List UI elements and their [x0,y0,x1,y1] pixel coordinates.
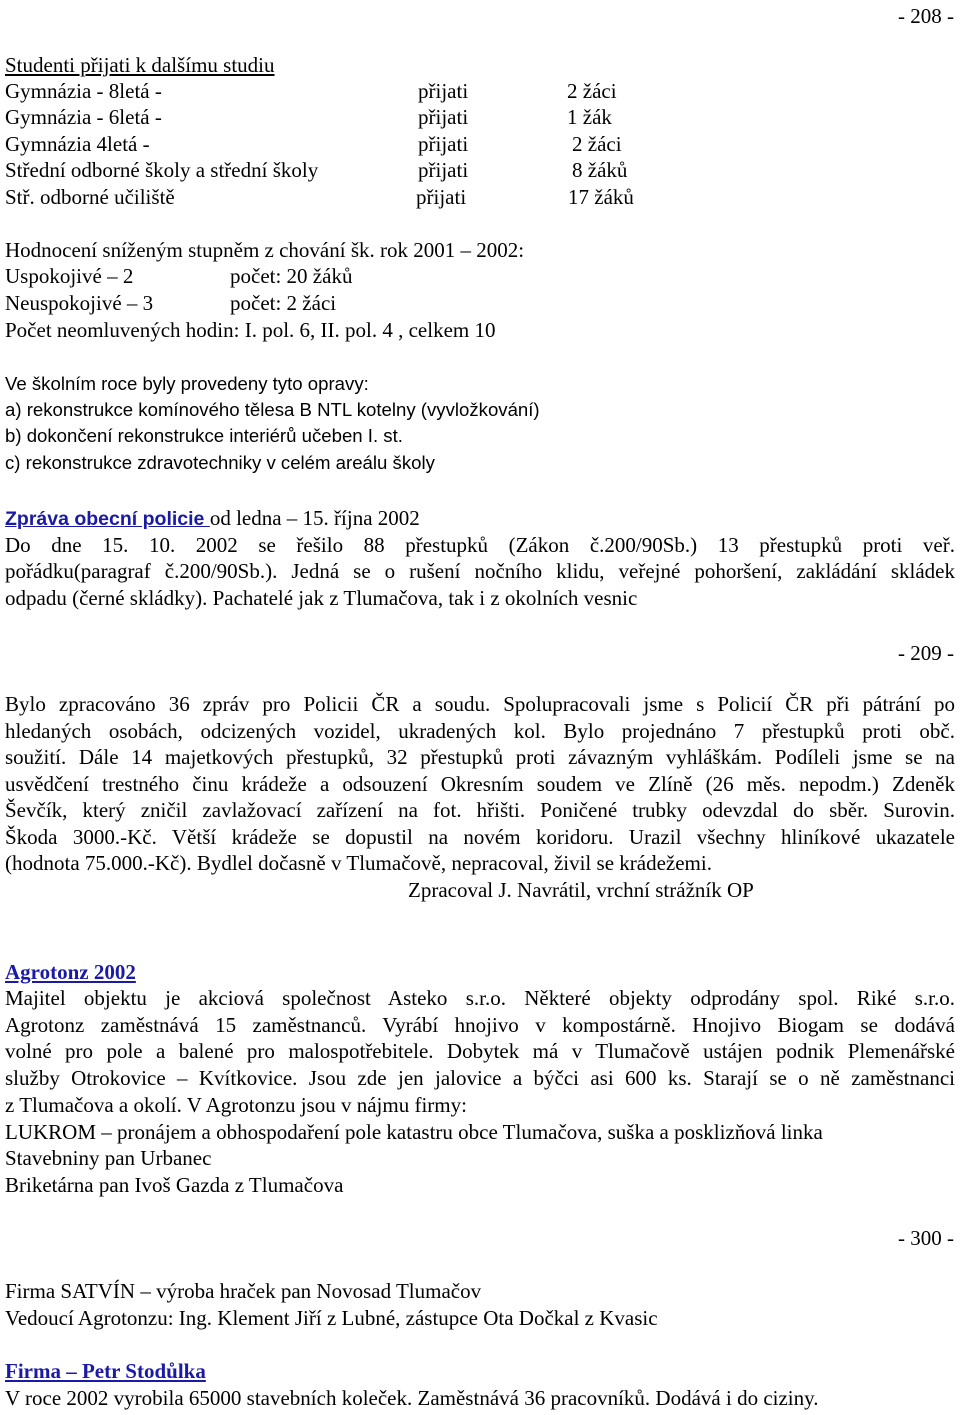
police-report-line: Škoda 3000.-Kč. Větší krádeže se dopustil na novém koridoru. Urazil všechny hliníkové ukazatele [5,825,955,849]
stodulka-text: V roce 2002 vyrobila 65000 stavebních koleček. Zaměstnává 36 pracovníků. Dodává i do ciziny. [5,1386,819,1410]
agrotonz-text-line: Agrotonz zaměstnává 15 zaměstnanců. Vyrábí hnojivo v kompostárně. Hnojivo Biogam se dodává [5,1013,955,1037]
stodulka-title: Firma – Petr Stodůlka [5,1359,206,1383]
table-row [0,104,960,130]
page-number-top: - 208 - [898,4,954,28]
police-text-line: pořádku(paragraf č.200/90Sb.). Jedná se o rušení nočního klidu, veřejné pohoršení, zakládání skládek [5,559,955,583]
school-name: Gymnázia - 6letá - [5,105,162,129]
police-signature: Zpracoval J. Navrátil, vrchní strážník OP [408,878,754,902]
police-report-line: (hodnota 75.000.-Kč). Bydlel dočasně v Tlumačově, nepracoval, živil se krádežemi. [5,851,712,875]
repair-item: b) dokončení rekonstrukce interiérů učeben I. st. [5,425,403,446]
grade-count: počet: 20 žáků [230,264,353,288]
admission-status: přijati [418,105,469,129]
agrotonz-text-line: volné pro pole a balené pro malospotřebitele. Dobytek má v Tlumačově ustájen podnik Plemenářské [5,1039,955,1063]
tenant-item: Briketárna pan Ivoš Gazda z Tlumačova [5,1173,344,1197]
repair-item: c) rekonstrukce zdravotechniky v celém areálu školy [5,452,435,473]
school-name: Gymnázia 4letá - [5,132,150,156]
student-count: 2 žáci [567,79,617,103]
tenant-item: Stavebniny pan Urbanec [5,1146,212,1170]
police-text-line: odpadu (černé skládky). Pachatelé jak z Tlumačova, tak i z okolních vesnic [5,586,638,610]
table-row [0,131,960,157]
admission-status: přijati [416,185,467,209]
police-report-line: usvědčení trestného činu krádeže a odsouzení Okresním soudem ve Zlíně (26 měs. nepodm.) Zdeněk [5,772,955,796]
grade-label: Uspokojivé – 2 [5,264,134,288]
table-row [0,184,960,210]
tenant-item: Firma SATVÍN – výroba hraček pan Novosad Tlumačov [5,1279,482,1303]
school-name: Stř. odborné učiliště [5,185,175,209]
student-count: 1 žák [567,105,612,129]
repair-item: a) rekonstrukce komínového tělesa B NTL kotelny (vyvložkování) [5,399,540,420]
student-count: 2 žáci [572,132,622,156]
students-heading: Studenti přijati k dalšímu studiu [5,53,275,77]
police-report-line: Bylo zpracováno 36 zpráv pro Policii ČR a soudu. Spolupracovali jsme s Policií ČR při pátrání po [5,692,955,716]
police-title: Zpráva obecní policie [5,508,210,530]
agrotonz-text-line: Majitel objektu je akciová společnost Asteko s.r.o. Některé objekty odprodány spol. Riké s.r.o. [5,986,955,1010]
table-row [0,78,960,104]
school-name: Gymnázia - 8letá - [5,79,162,103]
agrotonz-text-line: služby Otrokovice – Kvítkovice. Jsou zde jen jalovice a býčci asi 600 ks. Starají se o ně zaměstnanci [5,1066,955,1090]
police-report-line: soužití. Dále 14 majetkových přestupků, 32 přestupků proti závazným vyhláškám. Podíleli jsme se na [5,745,955,769]
agrotonz-text-line: z Tlumačova a okolí. V Agrotonzu jsou v nájmu firmy: [5,1093,467,1117]
police-period: od ledna – 15. října 2002 [209,506,420,530]
table-row [0,157,960,183]
tenant-item: LUKROM – pronájem a obhospodaření pole katastru obce Tlumačova, suška a posklizňová linka [5,1120,823,1144]
school-name: Střední odborné školy a střední školy [5,158,319,182]
unexcused-hours: Počet neomluvených hodin: I. pol. 6, II. pol. 4 , celkem 10 [5,318,496,342]
agrotonz-manager: Vedoucí Agrotonzu: Ing. Klement Jiří z Lubné, zástupce Ota Dočkal z Kvasic [5,1306,658,1330]
agrotonz-title: Agrotonz 2002 [5,960,136,984]
student-count: 17 žáků [568,185,634,209]
student-count: 8 žáků [572,158,628,182]
police-report-line: Ševčík, který zničil zavlažovací zařízení na fot. hřišti. Poničené trubky odevzdal do sběr. Surovin. [5,798,955,822]
grade-count: počet: 2 žáci [230,291,337,315]
behavior-heading: Hodnocení sníženým stupněm z chování šk. rok 2001 – 2002: [5,238,525,262]
repairs-heading: Ve školním roce byly provedeny tyto opravy: [5,373,369,394]
admission-status: přijati [418,158,469,182]
grade-label: Neuspokojivé – 3 [5,291,154,315]
page-number-bottom: - 300 - [898,1226,954,1250]
police-text-line: Do dne 15. 10. 2002 se řešilo 88 přestupků (Zákon č.200/90Sb.) 13 přestupků proti veř. [5,533,955,557]
admission-status: přijati [418,79,469,103]
police-report-line: hledaných osobách, odcizených vozidel, ukradených kol. Bylo projednáno 7 přestupků proti obč. [5,719,955,743]
police-heading [5,505,420,533]
admission-status: přijati [418,132,469,156]
page-number-mid: - 209 - [898,641,954,665]
